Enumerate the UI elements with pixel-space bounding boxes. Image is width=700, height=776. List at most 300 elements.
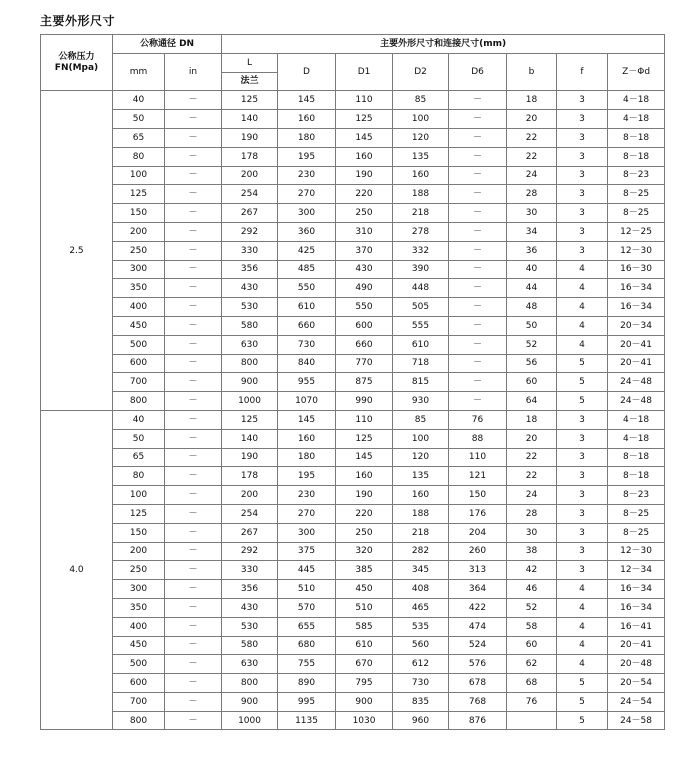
table-cell: － — [165, 392, 222, 411]
table-cell: 22 — [507, 128, 557, 147]
table-cell: 24 — [507, 166, 557, 185]
table-cell: 34 — [507, 222, 557, 241]
table-cell: － — [449, 260, 507, 279]
table-row — [41, 147, 665, 166]
table-cell: 445 — [278, 561, 336, 580]
table-cell: － — [165, 298, 222, 317]
table-cell: 125 — [113, 185, 165, 204]
table-cell: 24－54 — [608, 692, 665, 711]
table-cell: 190 — [336, 486, 393, 505]
table-cell: 585 — [336, 617, 393, 636]
table-cell: 570 — [278, 598, 336, 617]
table-cell: 5 — [557, 692, 608, 711]
table-cell: 500 — [113, 655, 165, 674]
table-cell: 8－18 — [608, 467, 665, 486]
table-cell: 180 — [278, 128, 336, 147]
table-cell: 450 — [113, 636, 165, 655]
table-row — [41, 373, 665, 392]
table-cell: 370 — [336, 241, 393, 260]
table-cell: 270 — [278, 504, 336, 523]
table-cell: 85 — [393, 91, 449, 110]
table-cell: 995 — [278, 692, 336, 711]
table-cell: 48 — [507, 298, 557, 317]
table-cell: 400 — [113, 617, 165, 636]
table-cell: － — [165, 448, 222, 467]
table-cell: 3 — [557, 410, 608, 429]
table-cell: 250 — [336, 523, 393, 542]
table-cell: 313 — [449, 561, 507, 580]
table-row — [41, 711, 665, 730]
table-row — [41, 241, 665, 260]
table-cell: 85 — [393, 410, 449, 429]
table-cell: 278 — [393, 222, 449, 241]
table-cell: 530 — [222, 298, 278, 317]
table-cell: 145 — [336, 448, 393, 467]
table-cell: 125 — [336, 110, 393, 129]
table-cell: 300 — [278, 204, 336, 223]
table-cell: 260 — [449, 542, 507, 561]
table-cell: 125 — [222, 410, 278, 429]
table-row — [41, 598, 665, 617]
table-cell: － — [165, 91, 222, 110]
table-cell: 56 — [507, 354, 557, 373]
table-cell: － — [165, 674, 222, 693]
table-cell: 3 — [557, 128, 608, 147]
table-cell: 200 — [113, 542, 165, 561]
table-cell: 510 — [278, 580, 336, 599]
table-cell: 20 — [507, 110, 557, 129]
table-cell: － — [449, 185, 507, 204]
table-cell: 890 — [278, 674, 336, 693]
table-cell: 800 — [222, 674, 278, 693]
table-cell: － — [165, 580, 222, 599]
table-cell: 195 — [278, 467, 336, 486]
table-cell: 64 — [507, 392, 557, 411]
table-cell: 50 — [507, 316, 557, 335]
table-cell: 3 — [557, 561, 608, 580]
table-row — [41, 410, 665, 429]
table-cell: 400 — [113, 298, 165, 317]
table-cell: 42 — [507, 561, 557, 580]
table-cell: 770 — [336, 354, 393, 373]
table-cell: 448 — [393, 279, 449, 298]
table-cell: 22 — [507, 448, 557, 467]
table-cell: 768 — [449, 692, 507, 711]
table-cell: 422 — [449, 598, 507, 617]
table-cell: 18 — [507, 410, 557, 429]
table-cell: 465 — [393, 598, 449, 617]
header-L: L — [222, 53, 278, 72]
table-cell: － — [165, 655, 222, 674]
table-cell: 160 — [278, 429, 336, 448]
table-cell: 490 — [336, 279, 393, 298]
table-row — [41, 222, 665, 241]
table-cell: 8－23 — [608, 486, 665, 505]
table-cell: 5 — [557, 711, 608, 730]
table-cell: 8－25 — [608, 185, 665, 204]
table-row — [41, 674, 665, 693]
table-cell: 300 — [278, 523, 336, 542]
table-cell: 160 — [278, 110, 336, 129]
table-cell: － — [449, 316, 507, 335]
table-cell: 610 — [278, 298, 336, 317]
table-cell: 700 — [113, 692, 165, 711]
table-cell: 125 — [222, 91, 278, 110]
table-cell: 655 — [278, 617, 336, 636]
table-cell: 600 — [113, 354, 165, 373]
table-cell: － — [449, 354, 507, 373]
table-cell: 364 — [449, 580, 507, 599]
table-cell: 140 — [222, 429, 278, 448]
table-cell: 450 — [336, 580, 393, 599]
table-cell: － — [449, 222, 507, 241]
table-cell: 24－48 — [608, 392, 665, 411]
header-D2: D2 — [393, 53, 449, 91]
table-cell: 4 — [557, 260, 608, 279]
table-cell: 5 — [557, 674, 608, 693]
table-cell: － — [165, 204, 222, 223]
table-cell: 204 — [449, 523, 507, 542]
table-cell: 20－48 — [608, 655, 665, 674]
table-cell: 62 — [507, 655, 557, 674]
table-cell: 76 — [507, 692, 557, 711]
table-row — [41, 166, 665, 185]
table-cell: 176 — [449, 504, 507, 523]
table-cell: 150 — [113, 204, 165, 223]
table-cell: － — [165, 467, 222, 486]
table-cell: 840 — [278, 354, 336, 373]
table-cell: 485 — [278, 260, 336, 279]
table-cell: 200 — [222, 166, 278, 185]
table-cell: 555 — [393, 316, 449, 335]
table-cell: 4 — [557, 279, 608, 298]
table-cell: 960 — [393, 711, 449, 730]
header-b: b — [507, 53, 557, 91]
table-row — [41, 580, 665, 599]
table-cell: 3 — [557, 429, 608, 448]
table-cell: 267 — [222, 523, 278, 542]
table-cell: 3 — [557, 91, 608, 110]
table-cell: － — [449, 335, 507, 354]
table-cell: 44 — [507, 279, 557, 298]
table-cell: 145 — [278, 410, 336, 429]
table-cell: 576 — [449, 655, 507, 674]
table-cell: 310 — [336, 222, 393, 241]
table-cell: 218 — [393, 523, 449, 542]
table-row — [41, 523, 665, 542]
table-cell: 718 — [393, 354, 449, 373]
table-cell: 190 — [222, 128, 278, 147]
table-cell: 28 — [507, 185, 557, 204]
table-cell: 730 — [278, 335, 336, 354]
table-cell: 125 — [113, 504, 165, 523]
table-row — [41, 354, 665, 373]
table-cell: 4 — [557, 316, 608, 335]
table-cell: 900 — [222, 373, 278, 392]
pressure-cell: 2.5 — [41, 91, 113, 411]
table-cell: 12－34 — [608, 561, 665, 580]
table-cell: 4 — [557, 617, 608, 636]
table-row — [41, 561, 665, 580]
table-cell: 195 — [278, 147, 336, 166]
table-cell: 230 — [278, 486, 336, 505]
table-cell: 50 — [113, 429, 165, 448]
table-cell: 50 — [113, 110, 165, 129]
table-cell: 600 — [113, 674, 165, 693]
table-row — [41, 429, 665, 448]
table-cell: 875 — [336, 373, 393, 392]
table-cell: 1000 — [222, 392, 278, 411]
table-cell: － — [165, 241, 222, 260]
table-cell: 815 — [393, 373, 449, 392]
table-cell: 3 — [557, 222, 608, 241]
table-row — [41, 636, 665, 655]
table-cell: 3 — [557, 448, 608, 467]
table-cell: 5 — [557, 354, 608, 373]
table-cell: 20－41 — [608, 354, 665, 373]
table-cell: － — [165, 410, 222, 429]
table-cell: － — [165, 222, 222, 241]
table-cell: 450 — [113, 316, 165, 335]
table-cell: 530 — [222, 617, 278, 636]
table-cell: － — [449, 392, 507, 411]
table-cell: 38 — [507, 542, 557, 561]
table-cell: 730 — [393, 674, 449, 693]
header-D6: D6 — [449, 53, 507, 91]
table-cell: － — [449, 298, 507, 317]
table-cell: 800 — [113, 392, 165, 411]
table-cell: 3 — [557, 523, 608, 542]
table-cell: 270 — [278, 185, 336, 204]
table-cell: 20－41 — [608, 335, 665, 354]
table-cell: 5 — [557, 373, 608, 392]
header-D: D — [278, 53, 336, 91]
table-cell: 550 — [336, 298, 393, 317]
table-cell: 660 — [278, 316, 336, 335]
page-title: 主要外形尺寸 — [40, 14, 116, 28]
table-cell: － — [165, 711, 222, 730]
table-cell: 300 — [113, 260, 165, 279]
table-cell: 4 — [557, 655, 608, 674]
table-cell: 28 — [507, 504, 557, 523]
table-cell: 80 — [113, 147, 165, 166]
table-cell: 8－25 — [608, 204, 665, 223]
table-cell: － — [449, 241, 507, 260]
table-cell: 660 — [336, 335, 393, 354]
table-cell: 22 — [507, 467, 557, 486]
table-cell: 20－34 — [608, 316, 665, 335]
table-cell: 610 — [393, 335, 449, 354]
table-cell: 267 — [222, 204, 278, 223]
table-cell: 250 — [336, 204, 393, 223]
table-cell: 254 — [222, 504, 278, 523]
table-cell: 356 — [222, 580, 278, 599]
table-cell: 178 — [222, 467, 278, 486]
table-row — [41, 504, 665, 523]
table-cell: 3 — [557, 147, 608, 166]
table-cell: － — [165, 504, 222, 523]
table-body — [41, 91, 665, 730]
table-cell: 535 — [393, 617, 449, 636]
table-cell: 135 — [393, 467, 449, 486]
table-cell: 4 — [557, 580, 608, 599]
table-header — [41, 35, 665, 91]
table-row — [41, 316, 665, 335]
table-row — [41, 185, 665, 204]
table-cell: 356 — [222, 260, 278, 279]
table-cell: － — [165, 486, 222, 505]
table-cell: － — [165, 185, 222, 204]
table-cell: 390 — [393, 260, 449, 279]
table-cell: － — [165, 316, 222, 335]
table-cell: 8－18 — [608, 128, 665, 147]
table-cell: 218 — [393, 204, 449, 223]
table-cell: － — [165, 166, 222, 185]
pressure-cell: 4.0 — [41, 410, 113, 730]
table-cell: 30 — [507, 204, 557, 223]
table-cell: 52 — [507, 335, 557, 354]
table-cell: 1030 — [336, 711, 393, 730]
table-cell: 190 — [336, 166, 393, 185]
table-cell: 430 — [222, 279, 278, 298]
table-cell: 4－18 — [608, 110, 665, 129]
table-cell: 292 — [222, 542, 278, 561]
table-cell: 3 — [557, 110, 608, 129]
table-cell: 250 — [113, 561, 165, 580]
table-cell: － — [165, 598, 222, 617]
header-in: in — [165, 53, 222, 91]
table-row — [41, 655, 665, 674]
table-cell: 292 — [222, 222, 278, 241]
table-row — [41, 260, 665, 279]
table-cell: 800 — [222, 354, 278, 373]
table-cell: 68 — [507, 674, 557, 693]
table-cell: 580 — [222, 316, 278, 335]
table-cell: 8－23 — [608, 166, 665, 185]
table-cell: 40 — [507, 260, 557, 279]
table-cell: 1070 — [278, 392, 336, 411]
table-cell: 630 — [222, 335, 278, 354]
table-cell: － — [165, 128, 222, 147]
table-cell: 230 — [278, 166, 336, 185]
table-row — [41, 110, 665, 129]
table-cell: 76 — [449, 410, 507, 429]
table-cell: 345 — [393, 561, 449, 580]
table-cell: 88 — [449, 429, 507, 448]
table-cell: 160 — [336, 147, 393, 166]
table-cell: 4－18 — [608, 410, 665, 429]
table-cell: 160 — [393, 486, 449, 505]
table-cell: 20 — [507, 429, 557, 448]
table-cell: － — [449, 204, 507, 223]
table-cell: 16－41 — [608, 617, 665, 636]
table-cell: 121 — [449, 467, 507, 486]
table-cell: 20－54 — [608, 674, 665, 693]
table-cell: 40 — [113, 91, 165, 110]
table-cell: 8－25 — [608, 523, 665, 542]
table-cell: 24－58 — [608, 711, 665, 730]
table-cell: 188 — [393, 185, 449, 204]
table-cell: 8－25 — [608, 504, 665, 523]
table-cell: 755 — [278, 655, 336, 674]
table-cell: 110 — [336, 410, 393, 429]
table-cell: 24－48 — [608, 373, 665, 392]
header-z: Z－Φd — [608, 53, 665, 91]
table-cell: 120 — [393, 448, 449, 467]
table-cell: 12－30 — [608, 241, 665, 260]
table-cell: 30 — [507, 523, 557, 542]
table-cell: － — [165, 542, 222, 561]
table-cell: 375 — [278, 542, 336, 561]
table-row — [41, 128, 665, 147]
table-cell: － — [449, 128, 507, 147]
table-cell: － — [165, 260, 222, 279]
table-cell: 140 — [222, 110, 278, 129]
table-cell: 4 — [557, 598, 608, 617]
table-cell: 120 — [393, 128, 449, 147]
table-cell: － — [165, 373, 222, 392]
header-mm: mm — [113, 53, 165, 91]
table-cell: 876 — [449, 711, 507, 730]
table-cell: 3 — [557, 542, 608, 561]
table-cell: 630 — [222, 655, 278, 674]
table-cell: 58 — [507, 617, 557, 636]
table-row — [41, 542, 665, 561]
table-cell: 18 — [507, 91, 557, 110]
table-cell: 250 — [113, 241, 165, 260]
table-cell: 16－34 — [608, 598, 665, 617]
table-cell: 4－18 — [608, 429, 665, 448]
table-cell: 254 — [222, 185, 278, 204]
table-cell: － — [165, 523, 222, 542]
table-cell: 135 — [393, 147, 449, 166]
header-dims: 主要外形尺寸和连接尺寸(mm) — [222, 35, 665, 54]
table-cell: 190 — [222, 448, 278, 467]
table-cell: 350 — [113, 598, 165, 617]
table-cell: 500 — [113, 335, 165, 354]
table-cell: 8－18 — [608, 448, 665, 467]
table-cell: 4 — [557, 335, 608, 354]
table-cell: － — [449, 110, 507, 129]
table-cell: 188 — [393, 504, 449, 523]
table-cell: 36 — [507, 241, 557, 260]
table-cell: － — [449, 91, 507, 110]
table-cell: 3 — [557, 166, 608, 185]
table-cell: 150 — [449, 486, 507, 505]
table-cell: 3 — [557, 504, 608, 523]
table-cell: 220 — [336, 504, 393, 523]
table-cell: 4 — [557, 636, 608, 655]
dimensions-table — [40, 34, 665, 730]
table-cell: 670 — [336, 655, 393, 674]
table-cell: 550 — [278, 279, 336, 298]
table-cell: 52 — [507, 598, 557, 617]
table-cell — [507, 711, 557, 730]
table-cell: 835 — [393, 692, 449, 711]
table-cell: 220 — [336, 185, 393, 204]
table-cell: － — [165, 110, 222, 129]
table-cell: 12－25 — [608, 222, 665, 241]
table-cell: － — [165, 561, 222, 580]
header-L-flange: 法兰 — [222, 72, 278, 91]
table-cell: 16－30 — [608, 260, 665, 279]
table-cell: － — [165, 617, 222, 636]
table-cell: 145 — [278, 91, 336, 110]
table-cell: 524 — [449, 636, 507, 655]
table-cell: 3 — [557, 241, 608, 260]
table-row — [41, 392, 665, 411]
table-cell: 900 — [336, 692, 393, 711]
